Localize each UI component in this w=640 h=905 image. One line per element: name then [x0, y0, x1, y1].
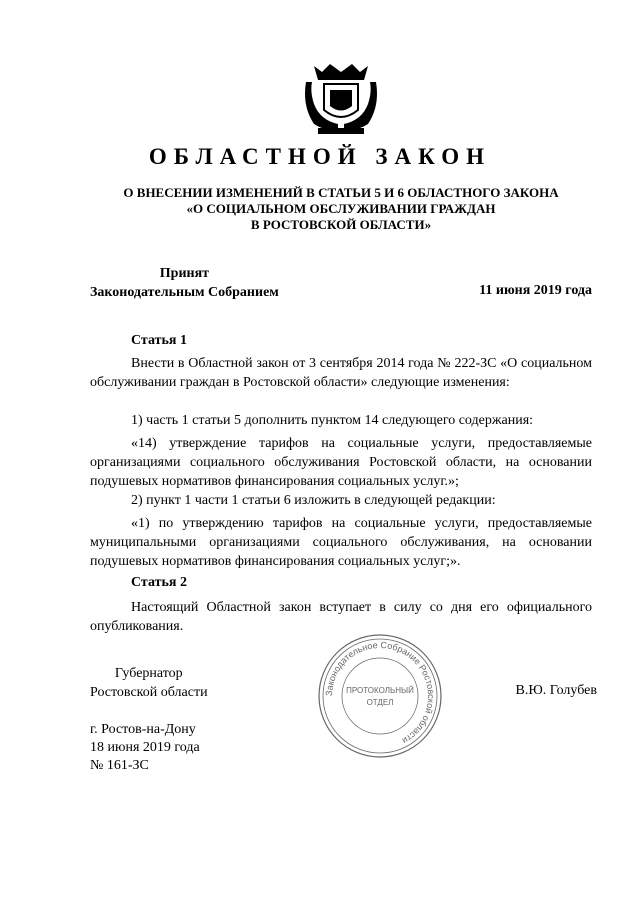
signatory-region: Ростовской области	[90, 685, 208, 700]
article-2-heading: Статья 2	[131, 575, 187, 590]
signatory-title	[90, 664, 208, 702]
article-1-item-2-text: «1) по утверждению тарифов на социальные услуги, предоставляемые муниципальными организациями социального обслуживания, на основании подушевых нормативов финансирования социальных услуг;».	[90, 516, 592, 569]
article-2-paragraph: Настоящий Областной закон вступает в силу со дня его официального опубликования.	[90, 600, 592, 634]
official-stamp	[317, 633, 443, 759]
article-1-paragraph: Внести в Областной закон от 3 сентября 2014 года № 222-ЗС «О социальном обслуживании граждан в Ростовской области» следующие изменения:	[90, 356, 592, 390]
adopted-by-label: Законодательным Собранием	[90, 285, 279, 300]
signatory-name: В.Ю. Голубев	[515, 683, 597, 698]
adopted-label: Принят	[159, 266, 210, 281]
subtitle-line: «О СОЦИАЛЬНОМ ОБСЛУЖИВАНИИ ГРАЖДАН	[186, 201, 496, 216]
adoption-date: 11 июня 2019 года	[479, 283, 592, 298]
law-subtitle	[110, 185, 572, 233]
signatory-position: Губернатор	[114, 666, 183, 681]
law-number: № 161-ЗС	[90, 758, 149, 773]
subtitle-line: В РОСТОВСКОЙ ОБЛАСТИ»	[250, 217, 432, 232]
stamp-ring-text: Законодательное Собрание Ростовской области	[323, 639, 437, 746]
place-date-number	[90, 721, 200, 775]
article-1-item-2: 2) пункт 1 части 1 статьи 6 изложить в следующей редакции:	[131, 493, 496, 508]
stamp-center-line: ПРОТОКОЛЬНЫЙ	[346, 686, 414, 695]
stamp-center-line: ОТДЕЛ	[366, 698, 394, 707]
article-1-item-1-text: «14) утверждение тарифов на социальные услуги, предоставляемые организациями социального обслуживания Ростовской области, на основании подушевых нормативов финансирования социальных услуг.»;	[90, 436, 592, 489]
article-1-heading: Статья 1	[131, 333, 187, 348]
coat-of-arms-emblem	[300, 58, 382, 136]
subtitle-line: О ВНЕСЕНИИ ИЗМЕНЕНИЙ В СТАТЬИ 5 И 6 ОБЛАСТНОГО ЗАКОНА	[123, 185, 559, 200]
adoption-block	[90, 264, 279, 302]
signing-city: г. Ростов-на-Дону	[90, 722, 196, 737]
signing-date: 18 июня 2019 года	[90, 740, 200, 755]
article-1-item-1: 1) часть 1 статьи 5 дополнить пунктом 14 следующего содержания:	[131, 413, 534, 428]
law-title: ОБЛАСТНОЙ ЗАКОН	[148, 144, 492, 169]
